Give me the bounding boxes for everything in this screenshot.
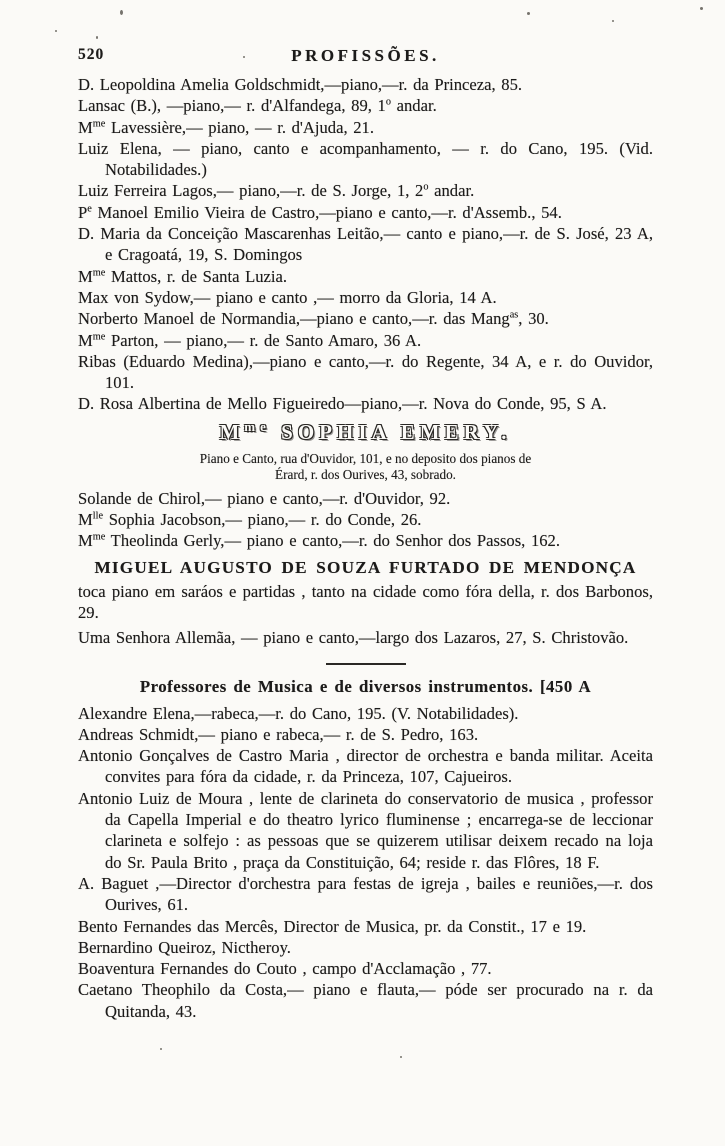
directory-entry: Solande de Chirol,— piano e canto,—r. d'Ouvidor, 92. (78, 488, 451, 508)
directory-entry: Antonio Luiz de Moura , lente de clarineta do conservatorio de musica , professor da Capella Imperial e do theatro lyrico fluminense ; encarrega-se de leccionar clarineta e solfejo : as pessoas que se quizerem utilisar deixem recado na loja do Sr. Paula Brito , praça da Constituição, 64; reside r. das Flôres, 18 F. (78, 788, 653, 872)
directory-entry: $M^{me}$ Theolinda Gerly,— piano e canto,—r. do Senhor dos Passos, 162. (78, 531, 561, 551)
professores-list (78, 703, 653, 1022)
directory-entry: Alexandre Elena,—rabeca,—r. do Cano, 195. (V. Notabilidades). (78, 703, 519, 723)
directory-entry: Norberto Manoel de Normandia,—piano e canto,—r. das Mang$^{as}$, 30. (78, 309, 549, 329)
directory-entry: Ribas (Eduardo Medina),—piano e canto,—r. do Regente, 34 A, e r. do Ouvidor, 101. (78, 351, 653, 393)
directory-entry: Antonio Gonçalves de Castro Maria , director de orchestra e banda militar. Aceita convites para fóra da cidade, r. da Princeza, 107, Cajueiros. (78, 746, 653, 787)
scan-speck (612, 20, 614, 22)
scan-speck (400, 1056, 402, 1058)
scan-speck (120, 10, 123, 15)
directory-entry: D. Maria da Conceição Mascarenhas Leitão,— canto e piano,—r. de S. José, 23 A, e Cragoatá, 19, S. Domingos (78, 224, 653, 265)
after-ad-list (78, 488, 653, 552)
directory-entry: $M^{me}$ Lavessière,— piano, — r. d'Ajuda, 21. (78, 117, 375, 137)
directory-entry: Uma Senhora Allemãa, — piano e canto,—largo dos Lazaros, 27, S. Christovão. (78, 628, 629, 648)
running-title: PROFISSÕES. (291, 46, 440, 65)
professores-section (78, 677, 653, 1022)
directory-entry: Bernardino Queiroz, Nictheroy. (78, 937, 291, 957)
scan-speck (160, 1048, 162, 1050)
ad-title: MIGUEL AUGUSTO DE SOUZA FURTADO DE MENDONÇA (94, 557, 637, 577)
page-header (78, 46, 653, 68)
directory-entry: $M^{lle}$ Sophia Jacobson,— piano,— r. do Conde, 26. (78, 510, 422, 530)
directory-entry: Caetano Theophilo da Costa,— piano e flauta,— póde ser procurado na r. da Quitanda, 43. (78, 980, 653, 1021)
directory-entry: $M^{me}$ Parton, — piano,— r. de Santo Amaro, 36 A. (78, 330, 422, 350)
scan-speck (96, 36, 98, 39)
section-heading: Professores de Musica e de diversos instrumentos. [450 A (139, 676, 592, 696)
misc-list (78, 627, 653, 648)
directory-entry: Luiz Ferreira Lagos,— piano,—r. de S. Jorge, 1, 2$^o$ andar. (78, 181, 475, 201)
scan-speck (55, 30, 57, 32)
ad-subtitle-line2: Érard, r. dos Ourives, 43, sobrado. (275, 467, 456, 483)
directory-entry: Boaventura Fernandes do Couto , campo d'Acclamação , 77. (78, 959, 492, 979)
ad-subtitle-line1: Piano e Canto, rua d'Ouvidor, 101, e no deposito dos pianos de (199, 450, 532, 466)
directory-entry: D. Rosa Albertina de Mello Figueiredo—piano,—r. Nova do Conde, 95, S A. (78, 394, 607, 414)
page-number: 520 (78, 46, 105, 63)
miguel-augusto-ad (78, 558, 653, 624)
directory-entry: $P^e$ Manoel Emilio Vieira de Castro,—piano e canto,—r. d'Assemb., 54. (78, 202, 562, 222)
ad-body: toca piano em saráos e partidas , tanto na cidade como fóra della, r. dos Barbonos, 29. (78, 581, 653, 622)
scan-speck (527, 12, 530, 15)
directory-entry: $M^{me}$ Mattos, r. de Santa Luzia. (78, 266, 288, 286)
scan-speck (700, 7, 703, 10)
directory-entry: Lansac (B.), —piano,— r. d'Alfandega, 89, 1$^o$ andar. (78, 96, 437, 116)
ad-title: $M^{me}$ SOPHIA EMERY. (219, 418, 512, 444)
directory-entry: D. Leopoldina Amelia Goldschmidt,—piano,—r. da Princeza, 85. (78, 75, 523, 94)
section-divider (326, 663, 406, 665)
directory-entry: A. Baguet ,—Director d'orchestra para festas de igreja , bailes e reuniões,—r. dos Ourives, 61. (78, 873, 653, 915)
directory-entry: Max von Sydow,— piano e canto ,— morro da Gloria, 14 A. (78, 287, 497, 307)
directory-entry: Andreas Schmidt,— piano e rabeca,— r. de S. Pedro, 163. (78, 724, 479, 744)
directory-entry: Bento Fernandes das Mercês, Director de Musica, pr. da Constit., 17 e 19. (78, 916, 587, 936)
directory-entry: Luiz Elena, — piano, canto e acompanhamento, — r. do Cano, 195. (Vid. Notabilidades.) (78, 138, 653, 180)
piano-teachers-list (78, 74, 653, 415)
sophia-emery-ad (78, 420, 653, 484)
